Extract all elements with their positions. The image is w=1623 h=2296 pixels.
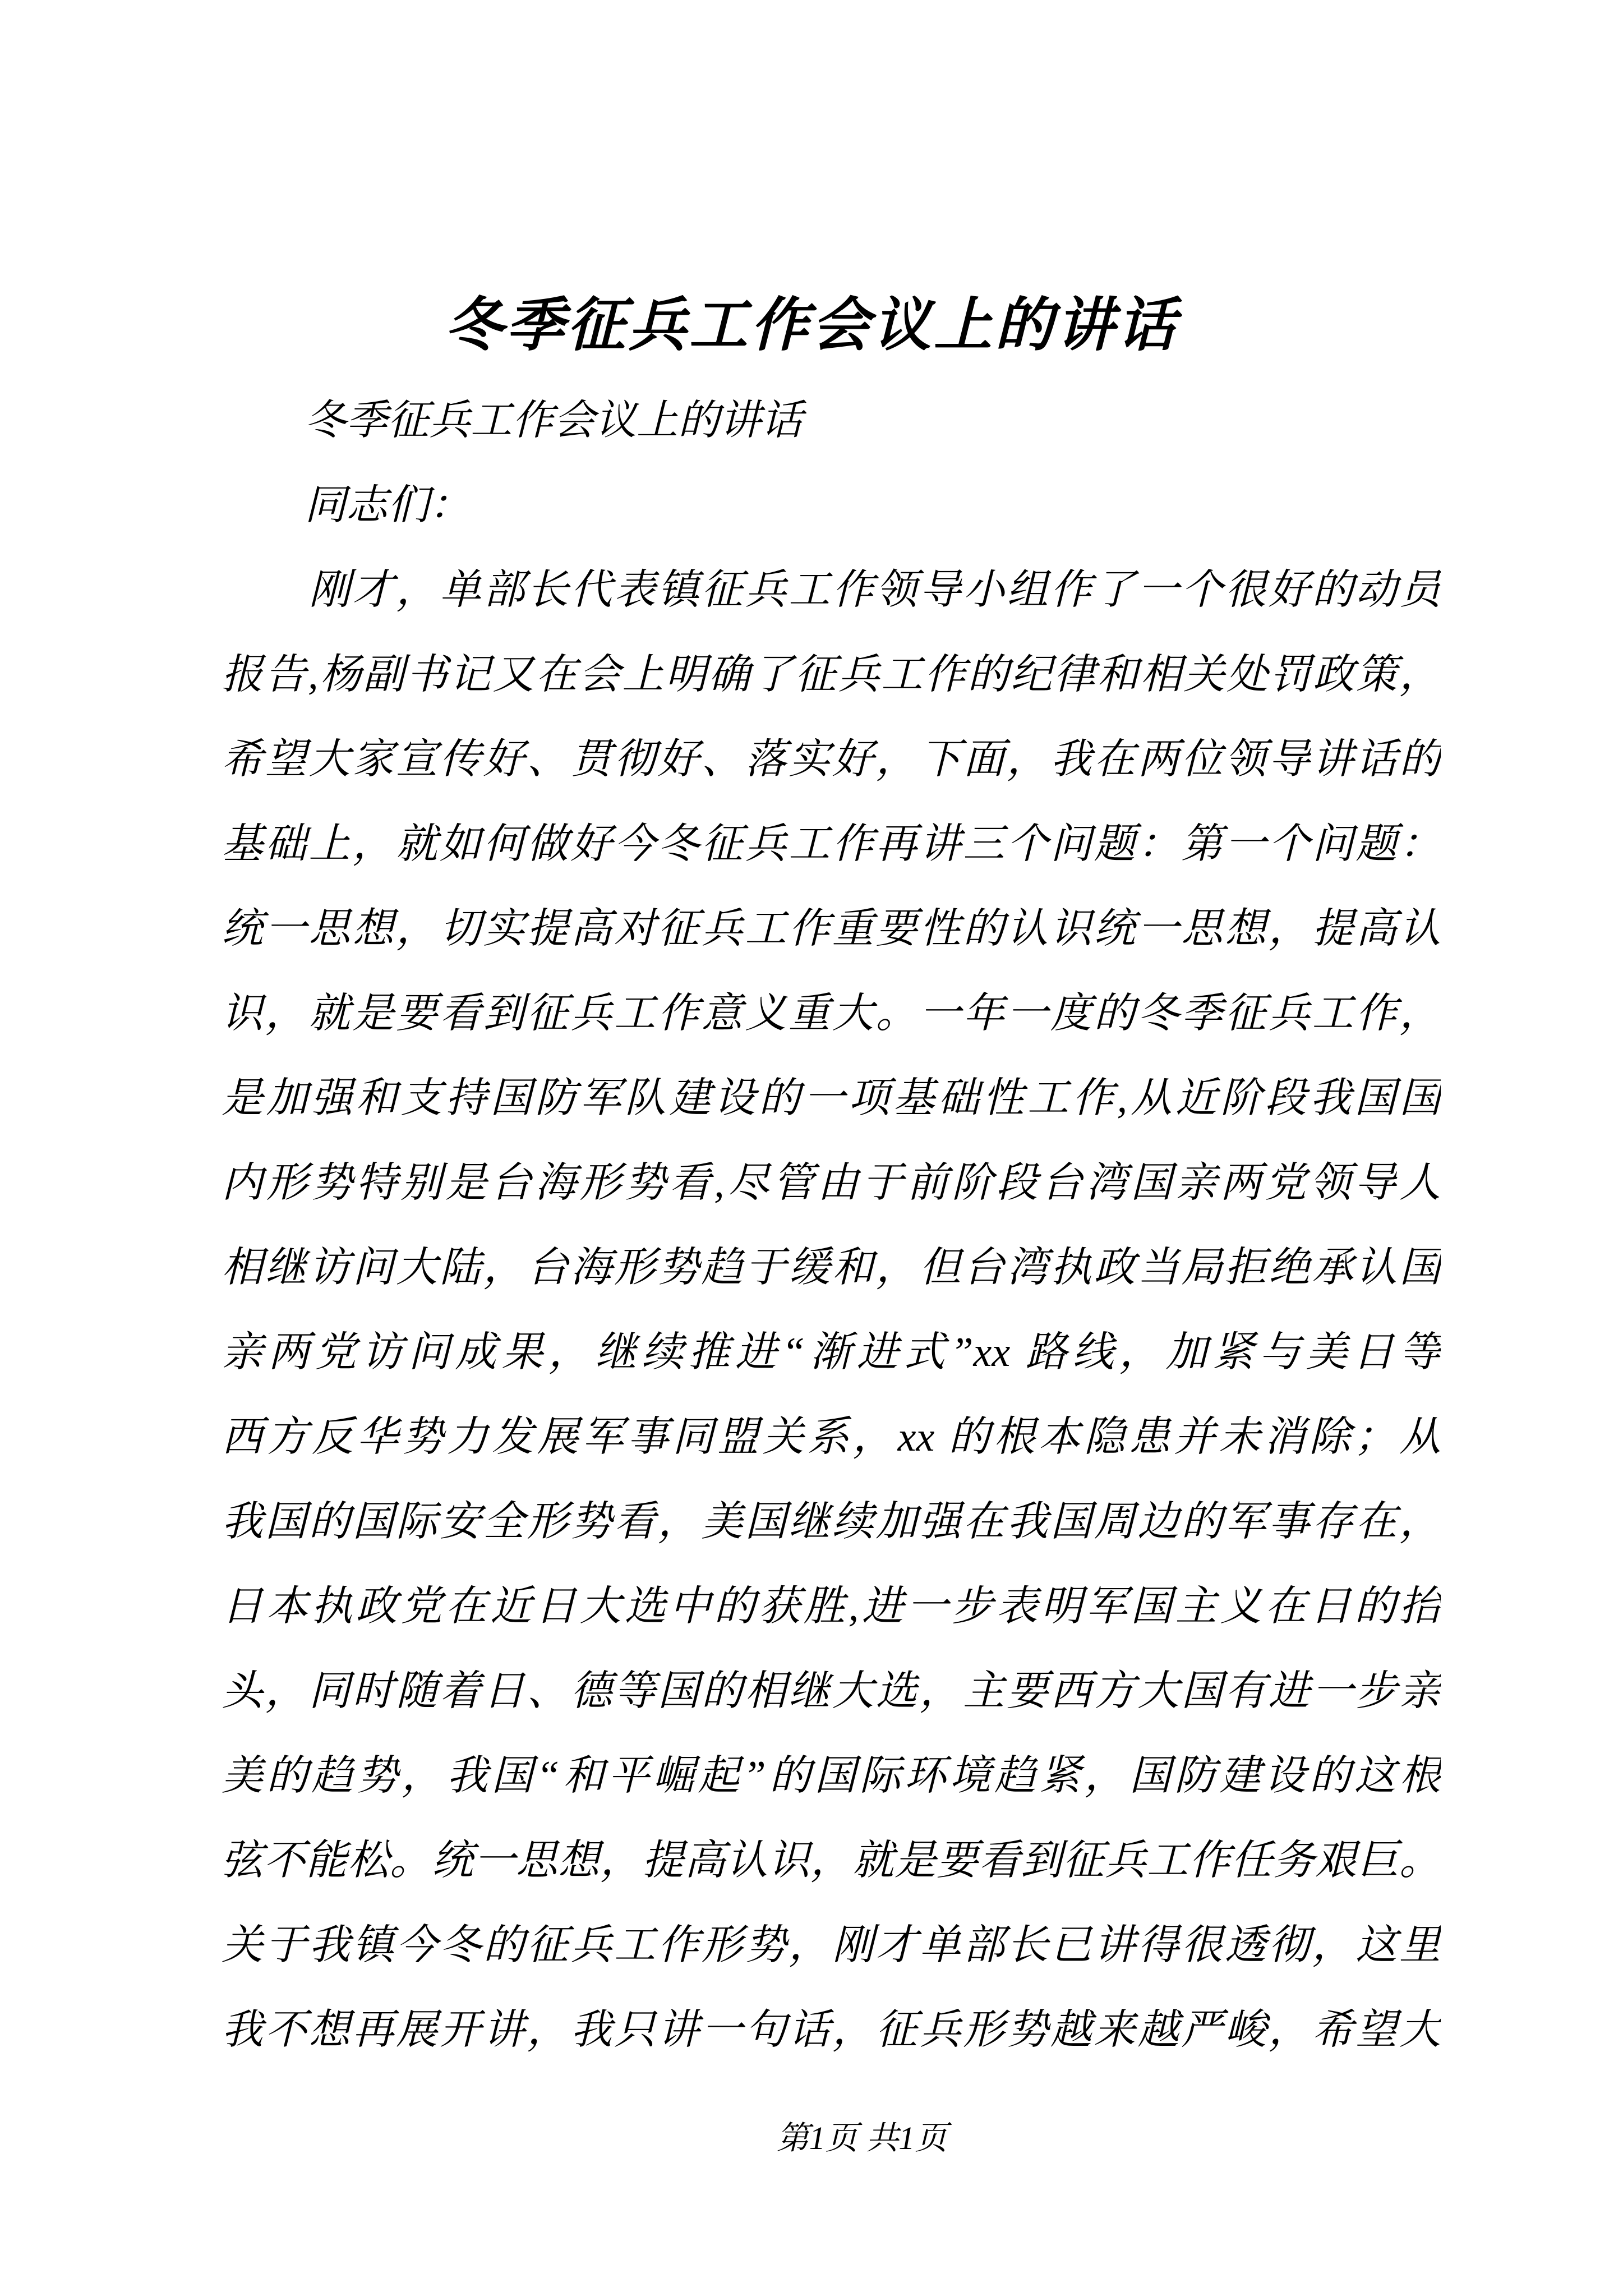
body-line: 我不想再展开讲，我只讲一句话，征兵形势越来越严峻，希望大 — [222, 2007, 1441, 2053]
body-line: 同志们： — [222, 482, 471, 528]
body-line: 相继访问大陆，台海形势趋于缓和，但台湾执政当局拒绝承认国 — [222, 1245, 1441, 1291]
body-line: 日本执政党在近日大选中的获胜,进一步表明军国主义在日的抬 — [222, 1584, 1441, 1630]
page-footer — [0, 2116, 1623, 2161]
body-line: 识，就是要看到征兵工作意义重大。一年一度的冬季征兵工作， — [222, 991, 1441, 1037]
body-line: 刚才，单部长代表镇征兵工作领导小组作了一个很好的动员 — [222, 567, 1441, 613]
body-line: 弦不能松。统一思想，提高认识，就是要看到征兵工作任务艰巨。 — [222, 1838, 1441, 1884]
body-line: 基础上，就如何做好今冬征兵工作再讲三个问题：第一个问题： — [222, 821, 1441, 867]
body-line: 美的趋势，我国“和平崛起”的国际环境趋紧，国防建设的这根 — [222, 1753, 1441, 1799]
body-line: 冬季征兵工作会议上的讲话 — [222, 398, 803, 444]
body-line: 亲两党访问成果，继续推进“渐进式”xx 路线，加紧与美日等 — [222, 1329, 1441, 1375]
body-line: 头，同时随着日、德等国的相继大选，主要西方大国有进一步亲 — [222, 1668, 1441, 1714]
page-number-label: 第1页 共1页 — [776, 2120, 948, 2156]
body-line: 报告,杨副书记又在会上明确了征兵工作的纪律和相关处罚政策， — [222, 652, 1441, 698]
body-line: 统一思想，切实提高对征兵工作重要性的认识统一思想，提高认 — [222, 906, 1441, 952]
body-line: 是加强和支持国防军队建设的一项基础性工作,从近阶段我国国 — [222, 1075, 1441, 1121]
body-line: 我国的国际安全形势看，美国继续加强在我国周边的军事存在， — [222, 1499, 1441, 1545]
body-line: 西方反华势力发展军事同盟关系，xx 的根本隐患并未消除；从 — [222, 1414, 1441, 1460]
body-line: 内形势特别是台海形势看,尽管由于前阶段台湾国亲两党领导人 — [222, 1160, 1441, 1206]
document-title: 冬季征兵工作会议上的讲话 — [444, 293, 1178, 358]
body-line: 希望大家宣传好、贯彻好、落实好，下面，我在两位领导讲话的 — [222, 737, 1441, 783]
document-body — [222, 379, 1441, 2073]
body-line: 关于我镇今冬的征兵工作形势，刚才单部长已讲得很透彻，这里 — [222, 1922, 1441, 1968]
